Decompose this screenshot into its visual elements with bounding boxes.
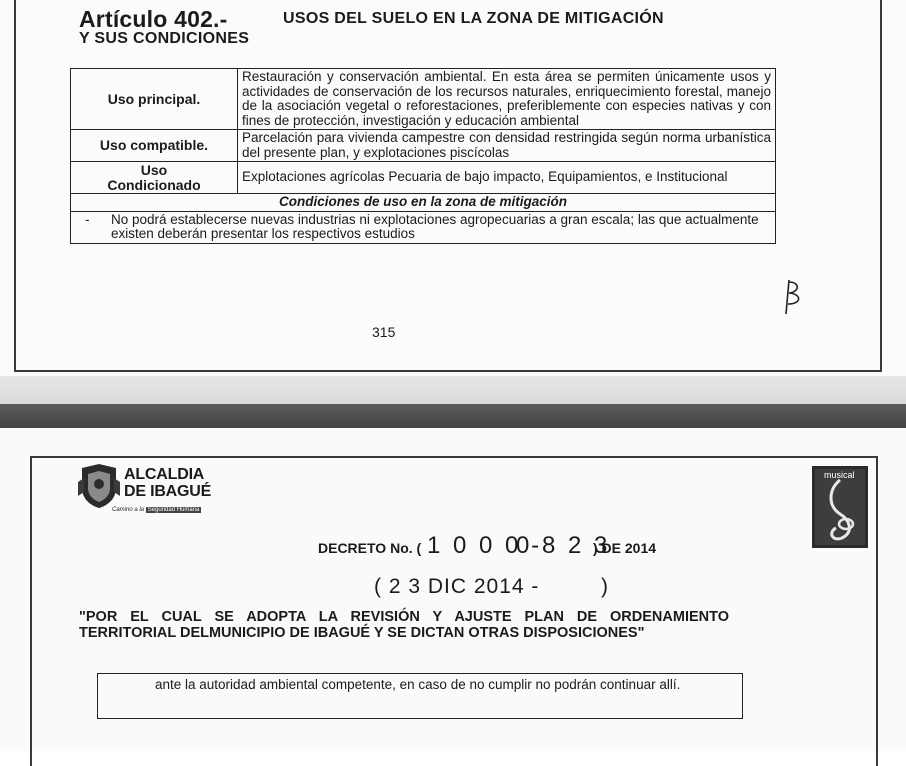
logo-text-line1: ALCALDIA [124,466,205,483]
logo-slogan-prefix: Camino a la [112,507,145,513]
table-row [71,211,776,243]
page-gap [0,376,906,404]
use-description-principal: Restauración y conservación ambiental. En esta área se permiten únicamente usos y actividades de conservación de los recursos naturales, enriquecimiento forestal, manejo de la asociación vegetal o reforestaciones, preferiblemente con especies nativas y con fines de protección, investigación y educación ambiental [238,69,776,130]
logo-slogan-highlight: Seguridad Humana [147,507,200,513]
decree-number-part1: 1 0 0 0 - [427,532,543,559]
use-description-conditioned: Explotaciones agrícolas Pecuaria de bajo impacto, Equipamientos, e Institucional [238,162,776,194]
decree-title: "POR EL CUAL SE ADOPTA LA REVISIÓN Y AJUSTE PLAN DE ORDENAMIENTO TERRITORIAL DELMUNICIPIO DE IBAGUÉ Y SE DICTAN OTRAS DISPOSICIONES" [79,609,729,641]
decree-year: ) DE 2014 [593,540,657,556]
note-bullet: - [85,211,90,227]
conditions-section-header: Condiciones de uso en la zona de mitigación [71,194,776,212]
use-label-conditioned-line2: Condicionado [107,176,201,193]
continuation-text: ante la autoridad ambiental competente, en caso de no cumplir no podrán continuar allí. [155,677,681,692]
handwritten-initials-icon [780,276,806,316]
land-use-table [70,68,776,244]
music-logo-label: musical [824,470,855,480]
table-row [71,162,776,194]
conditions-note [71,211,776,243]
use-label-compatible: Uso compatible. [71,130,238,162]
conditions-note-text: No podrá establecerse nuevas industrias ni explotaciones agropecuarias a gran escala; las que actualmente existen deberán presentar los respectivos estudios [111,211,759,241]
decree-number-part2: 0 8 2 3 [516,532,611,559]
table-row [71,130,776,162]
article-heading-continued: Y SUS CONDICIONES [79,30,250,47]
date-stamp: ( 2 3 DIC 2014 - [374,575,540,598]
table-row [71,194,776,212]
decree-label: DECRETO No. ( [318,540,422,556]
article-title: Artículo 402.- [79,6,228,32]
coat-of-arms-icon [76,462,122,510]
page-divider [0,404,906,428]
alcaldia-logo [72,460,250,526]
use-label-conditioned-line1: Uso [140,162,168,178]
use-label-conditioned [71,162,238,194]
page-number: 315 [372,324,396,340]
logo-text-line2: DE IBAGUÉ [124,483,212,500]
table-row [71,69,776,130]
article-heading: USOS DEL SUELO EN LA ZONA DE MITIGACIÓN [283,10,664,27]
date-stamp-close: ) [601,575,608,598]
logo-slogan [112,507,201,513]
use-description-compatible: Parcelación para vivienda campestre con densidad restringida según norma urbanística del presente plan, y explotaciones piscícolas [238,130,776,162]
use-label-principal: Uso principal. [71,69,238,130]
